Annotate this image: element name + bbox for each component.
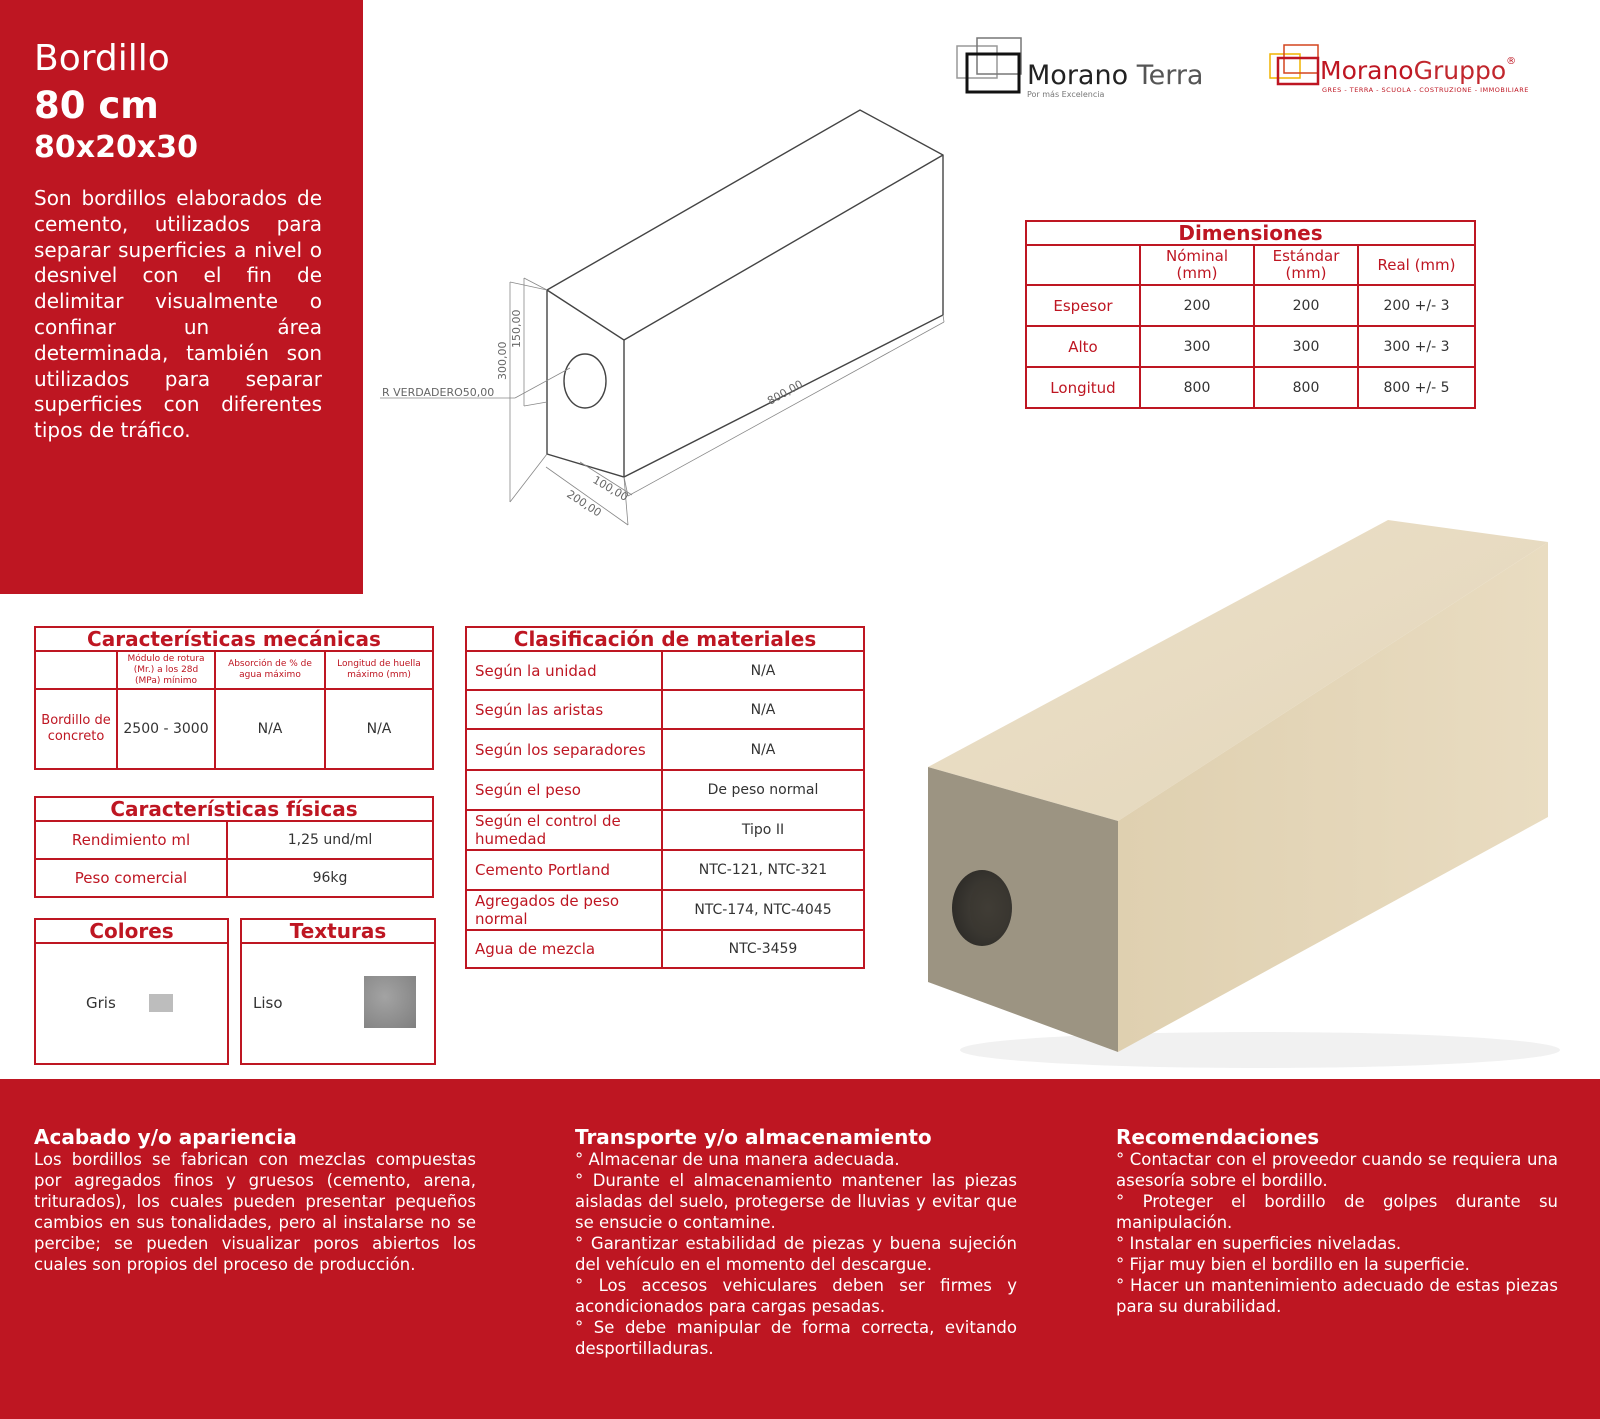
fis-cell: 96kg — [227, 859, 433, 897]
clasificacion-table — [465, 626, 865, 969]
texturas-box — [240, 918, 436, 1065]
acabado-title: Acabado y/o apariencia — [34, 1125, 297, 1149]
dim-label-300: 300,00 — [496, 341, 509, 380]
dim-row-label: Espesor — [1026, 285, 1140, 326]
clasificacion-title: Clasificación de materiales — [466, 627, 864, 651]
dim-cell: 200 — [1140, 285, 1254, 326]
technical-drawing — [370, 100, 950, 550]
mecanicas-title: Características mecánicas — [35, 627, 433, 651]
dim-cell: 200 +/- 3 — [1358, 285, 1475, 326]
dim-header-nominal: Nóminal (mm) — [1140, 245, 1254, 285]
recomendacion-item: ° Contactar con el proveedor cuando se requiera una asesoría sobre el bordillo. — [1116, 1150, 1558, 1190]
color-swatch — [149, 994, 173, 1012]
acabado-section — [34, 1125, 476, 1275]
dim-cell: 300 +/- 3 — [1358, 326, 1475, 367]
dim-row-label: Longitud — [1026, 367, 1140, 408]
morano-gruppo-logo — [1268, 42, 1558, 98]
acabado-text: Los bordillos se fabrican con mezclas compuestas por agregados finos y gruesos (cemento, arena, triturados), los cuales pueden presentar pequeños cambios en sus tonalidades, pero al instalarse no se percibe; se pueden visualizar poros abiertos los cuales son propios del proceso de producción. — [34, 1150, 476, 1274]
clas-cell: Tipo II — [662, 810, 864, 850]
dim-label-100: 100,00 — [590, 473, 631, 504]
clas-cell: N/A — [662, 690, 864, 729]
mec-row-label: Bordillo de concreto — [35, 689, 117, 769]
clas-row-label: Según el peso — [466, 770, 662, 810]
mecanicas-table — [34, 626, 434, 770]
recomendacion-item: ° Proteger el bordillo de golpes durante su manipulación. — [1116, 1192, 1558, 1232]
mec-header: Longitud de huella máximo (mm) — [325, 651, 433, 689]
fis-cell: 1,25 und/ml — [227, 821, 433, 859]
clas-cell: De peso normal — [662, 770, 864, 810]
footer-panel — [0, 1079, 1600, 1419]
transporte-item: ° Se debe manipular de forma correcta, evitando desportilladuras. — [575, 1318, 1017, 1358]
recomendacion-item: ° Fijar muy bien el bordillo en la superficie. — [1116, 1255, 1470, 1274]
recomendacion-item: ° Hacer un mantenimiento adecuado de estas piezas para su durabilidad. — [1116, 1276, 1558, 1316]
clas-cell: NTC-121, NTC-321 — [662, 850, 864, 890]
dim-label-200: 200,00 — [564, 487, 604, 520]
transporte-section — [575, 1125, 1017, 1359]
gruppo-name-b: Gruppo — [1413, 56, 1507, 85]
mec-header: Módulo de rotura (Mr.) a los 28d (MPa) mínimo — [117, 651, 215, 689]
recomendacion-item: ° Instalar en superficies niveladas. — [1116, 1234, 1402, 1253]
bordillo-product-image — [920, 520, 1560, 1080]
clas-cell: NTC-174, NTC-4045 — [662, 890, 864, 930]
terra-tagline: Por más Excelencia — [1027, 90, 1105, 99]
mec-cell: N/A — [215, 689, 325, 769]
fisicas-title: Características físicas — [35, 797, 433, 821]
product-description: Son bordillos elaborados de cemento, utilizados para separar superficies a nivel o desnivel con el fin de delimitar visualmente o confinar un área determinada, también son utilizados para separar superficies con diferentes tipos de tráfico. — [34, 186, 322, 443]
colores-title: Colores — [36, 920, 227, 944]
texturas-title: Texturas — [242, 920, 434, 944]
texture-label: Liso — [253, 994, 283, 1012]
clas-row-label: Cemento Portland — [466, 850, 662, 890]
dim-cell: 800 — [1140, 367, 1254, 408]
dimensiones-title: Dimensiones — [1026, 221, 1475, 245]
mec-cell: 2500 - 3000 — [117, 689, 215, 769]
gruppo-squares-icon — [1268, 42, 1324, 86]
morano-terra-logo — [955, 36, 1225, 102]
colores-box — [34, 918, 229, 1065]
clas-row-label: Según el control de humedad — [466, 810, 662, 850]
squares-logo-icon — [955, 36, 1025, 96]
product-dims: 80x20x30 — [34, 130, 198, 165]
clas-cell: NTC-3459 — [662, 930, 864, 968]
dim-label-800: 800,00 — [765, 377, 806, 408]
clas-row-label: Según las aristas — [466, 690, 662, 729]
clas-row-label: Agregados de peso normal — [466, 890, 662, 930]
dim-header-real: Real (mm) — [1358, 245, 1475, 285]
clas-cell: N/A — [662, 651, 864, 690]
recomendaciones-title: Recomendaciones — [1116, 1125, 1320, 1149]
clas-row-label: Según la unidad — [466, 651, 662, 690]
fisicas-table — [34, 796, 434, 898]
dim-cell: 800 — [1254, 367, 1358, 408]
transporte-item: ° Los accesos vehiculares deben ser firmes y acondicionados para cargas pesadas. — [575, 1276, 1017, 1316]
gruppo-name-a: Morano — [1320, 56, 1414, 85]
dim-cell: 200 — [1254, 285, 1358, 326]
transporte-item: ° Garantizar estabilidad de piezas y buena sujeción del vehículo en el momento del descargue. — [575, 1234, 1017, 1274]
dim-label-150: 150,00 — [510, 309, 523, 348]
dim-header-estandar: Estándar (mm) — [1254, 245, 1358, 285]
mec-header: Absorción de % de agua máximo — [215, 651, 325, 689]
dim-label-radius: R VERDADERO50,00 — [382, 386, 495, 399]
color-label: Gris — [86, 994, 116, 1012]
gruppo-tagline: GRES - TERRA - SCUOLA - COSTRUZIONE - IMMOBILIARE — [1322, 86, 1529, 94]
fis-row-label: Rendimiento ml — [35, 821, 227, 859]
fis-row-label: Peso comercial — [35, 859, 227, 897]
product-size: 80 cm — [34, 84, 159, 127]
dimensiones-table — [1025, 220, 1476, 409]
mec-cell: N/A — [325, 689, 433, 769]
product-title: Bordillo — [34, 38, 170, 79]
gruppo-reg: ® — [1506, 56, 1517, 67]
terra-name-b: Terra — [1136, 60, 1204, 91]
clas-row-label: Agua de mezcla — [466, 930, 662, 968]
terra-name-a: Morano — [1027, 60, 1129, 91]
transporte-item: ° Durante el almacenamiento mantener las piezas aisladas del suelo, protegerse de lluvias y evitar que se ensucie o contamine. — [575, 1171, 1017, 1232]
dim-cell: 800 +/- 5 — [1358, 367, 1475, 408]
dim-cell: 300 — [1254, 326, 1358, 367]
texture-swatch — [364, 976, 416, 1028]
dim-cell: 300 — [1140, 326, 1254, 367]
transporte-item: ° Almacenar de una manera adecuada. — [575, 1150, 900, 1169]
transporte-title: Transporte y/o almacenamiento — [575, 1125, 932, 1149]
clas-row-label: Según los separadores — [466, 729, 662, 770]
recomendaciones-section — [1116, 1125, 1558, 1317]
clas-cell: N/A — [662, 729, 864, 770]
dim-row-label: Alto — [1026, 326, 1140, 367]
